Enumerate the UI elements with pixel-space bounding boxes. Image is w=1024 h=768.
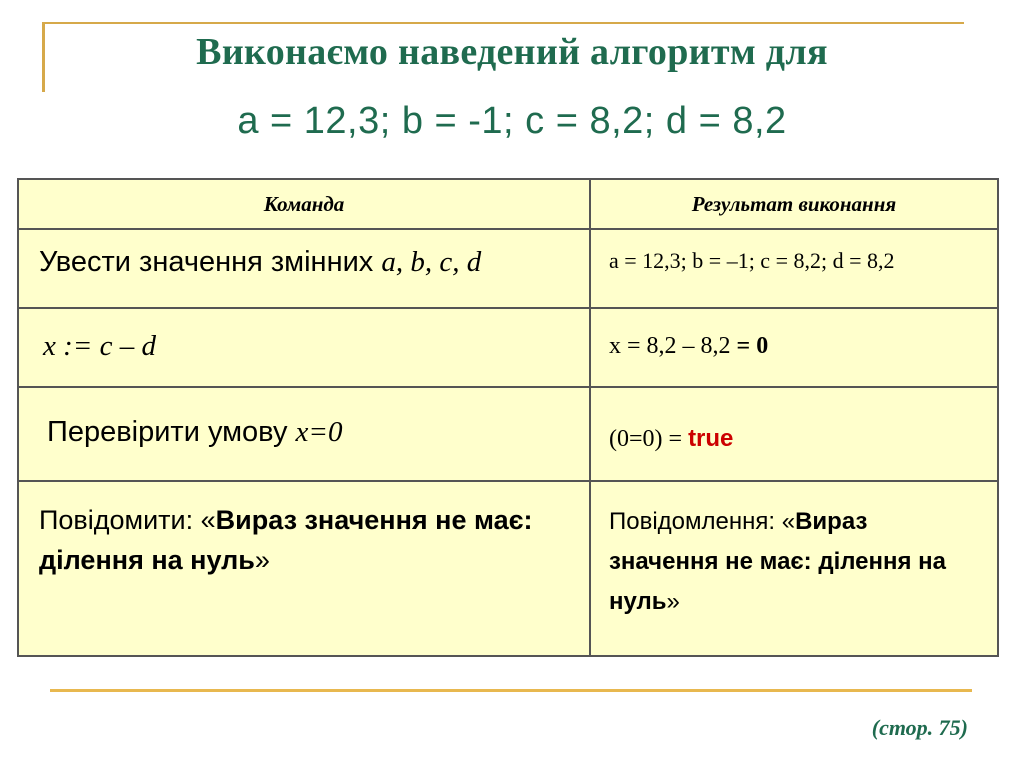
result-text: x = 8,2 – 8,2 — [609, 333, 737, 359]
result-cell — [590, 229, 998, 308]
decorative-bottom-line — [50, 689, 972, 692]
command-cell — [18, 229, 590, 308]
decorative-vertical-line — [42, 22, 45, 92]
table-row — [18, 229, 998, 308]
result-cell — [590, 481, 998, 656]
result-message: Вираз значення не має: ділення на нуль — [609, 508, 947, 615]
table-row — [18, 308, 998, 387]
command-variables: a, b, c, d — [381, 246, 482, 278]
command-assignment: x := c – d — [43, 330, 156, 362]
result-true: true — [688, 425, 734, 452]
result-text: (0=0) = — [609, 426, 689, 452]
command-text: Перевірити умову — [47, 416, 296, 448]
result-cell — [590, 387, 998, 481]
header-command: Команда — [18, 179, 590, 229]
command-text: Увести значення змінних — [39, 246, 382, 278]
command-cell — [18, 387, 590, 481]
command-prefix: Повідомити: « — [39, 505, 216, 535]
result-value: = 0 — [736, 333, 769, 359]
result-text: a = 12,3; b = –1; c = 8,2; d = 8,2 — [609, 248, 895, 273]
result-prefix: Повідомлення: « — [609, 508, 796, 535]
table-row — [18, 481, 998, 656]
decorative-top-line — [42, 22, 964, 24]
table-row — [18, 387, 998, 481]
slide-subtitle-values: a = 12,3; b = -1; c = 8,2; d = 8,2 — [237, 100, 787, 142]
command-cell — [18, 481, 590, 656]
result-cell — [590, 308, 998, 387]
command-suffix: » — [254, 545, 270, 575]
command-message: Вираз значення не має: ділення на нуль — [39, 505, 533, 575]
page-reference: (стор. 75) — [871, 715, 968, 740]
slide-title: Виконаємо наведений алгоритм для — [196, 31, 828, 73]
result-suffix: » — [666, 588, 680, 615]
command-cell — [18, 308, 590, 387]
header-result: Результат виконання — [590, 179, 998, 229]
algorithm-table — [17, 178, 999, 657]
table-header-row — [18, 179, 998, 229]
command-condition: x=0 — [295, 416, 343, 448]
